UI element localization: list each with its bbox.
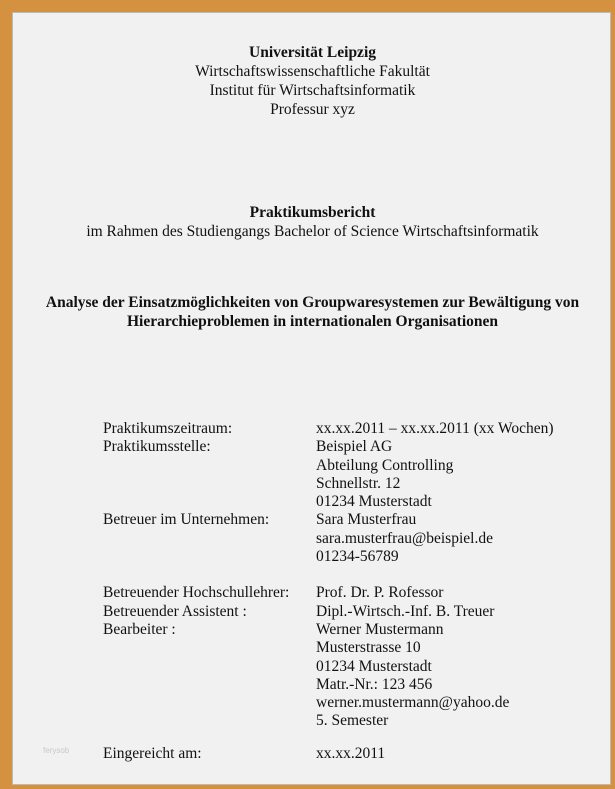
spacer (103, 731, 554, 745)
author-row (103, 621, 554, 731)
spacer (103, 566, 554, 584)
company-supervisor-line: Sara Musterfrau (316, 511, 417, 529)
place-value (316, 438, 453, 511)
topic-line-2: Hierarchieproblemen in internationalen Organisationen (127, 313, 498, 330)
report-type: Praktikumsbericht (249, 204, 376, 221)
author-email: werner.mustermann@yahoo.de (316, 694, 510, 712)
submitted-row (103, 745, 554, 763)
report-topic (13, 293, 612, 331)
place-line: Abteilung Controlling (316, 456, 454, 474)
report-header (13, 203, 612, 241)
university-name: Universität Leipzig (249, 44, 376, 61)
details-block (103, 420, 554, 763)
chair-name: Professur xyz (270, 101, 355, 118)
faculty-name: Wirtschaftswissenschaftliche Fakultät (195, 63, 430, 80)
author-line: Werner Mustermann (316, 620, 444, 638)
company-supervisor-label: Betreuer im Unternehmen: (103, 511, 270, 529)
author-line: 01234 Musterstadt (316, 657, 432, 675)
author-line: 5. Semester (316, 712, 389, 730)
submitted-label: Eingereicht am: (103, 744, 202, 762)
author-label: Bearbeiter : (103, 620, 176, 638)
place-row (103, 438, 554, 511)
author-line: Musterstrasse 10 (316, 639, 421, 657)
place-line: 01234 Musterstadt (316, 493, 432, 511)
submitted-value: xx.xx.2011 (316, 744, 386, 762)
company-supervisor-email: sara.musterfrau@beispiel.de (316, 529, 493, 547)
university-header (13, 43, 612, 119)
topic-line-1: Analyse der Einsatzmöglichkeiten von Groupwaresystemen zur Bewältigung von (45, 294, 580, 311)
company-supervisor-phone: 01234-56789 (316, 548, 399, 566)
author-value (316, 621, 509, 731)
company-supervisor-value (316, 511, 493, 566)
assistant-value: Dipl.-Wirtsch.-Inf. B. Treuer (316, 602, 495, 620)
institute-name: Institut für Wirtschaftsinformatik (209, 82, 416, 99)
report-context: im Rahmen des Studiengangs Bachelor of Science Wirtschaftsinformatik (86, 223, 539, 240)
professor-value: Prof. Dr. P. Rofessor (316, 584, 444, 602)
professor-label: Betreuender Hochschullehrer: (103, 584, 290, 602)
assistant-row (103, 603, 554, 621)
period-row (103, 420, 554, 438)
professor-row (103, 584, 554, 602)
place-line: Schnellstr. 12 (316, 474, 401, 492)
company-supervisor-row (103, 511, 554, 566)
period-value: xx.xx.2011 – xx.xx.2011 (xx Wochen) (316, 420, 554, 437)
watermark: ferysob (43, 746, 70, 755)
period-label: Praktikumszeitraum: (103, 420, 233, 437)
author-line: Matr.-Nr.: 123 456 (316, 675, 433, 693)
place-line: Beispiel AG (316, 438, 393, 456)
document-page (12, 12, 611, 785)
assistant-label: Betreuender Assistent : (103, 602, 247, 620)
place-label: Praktikumsstelle: (103, 438, 211, 456)
